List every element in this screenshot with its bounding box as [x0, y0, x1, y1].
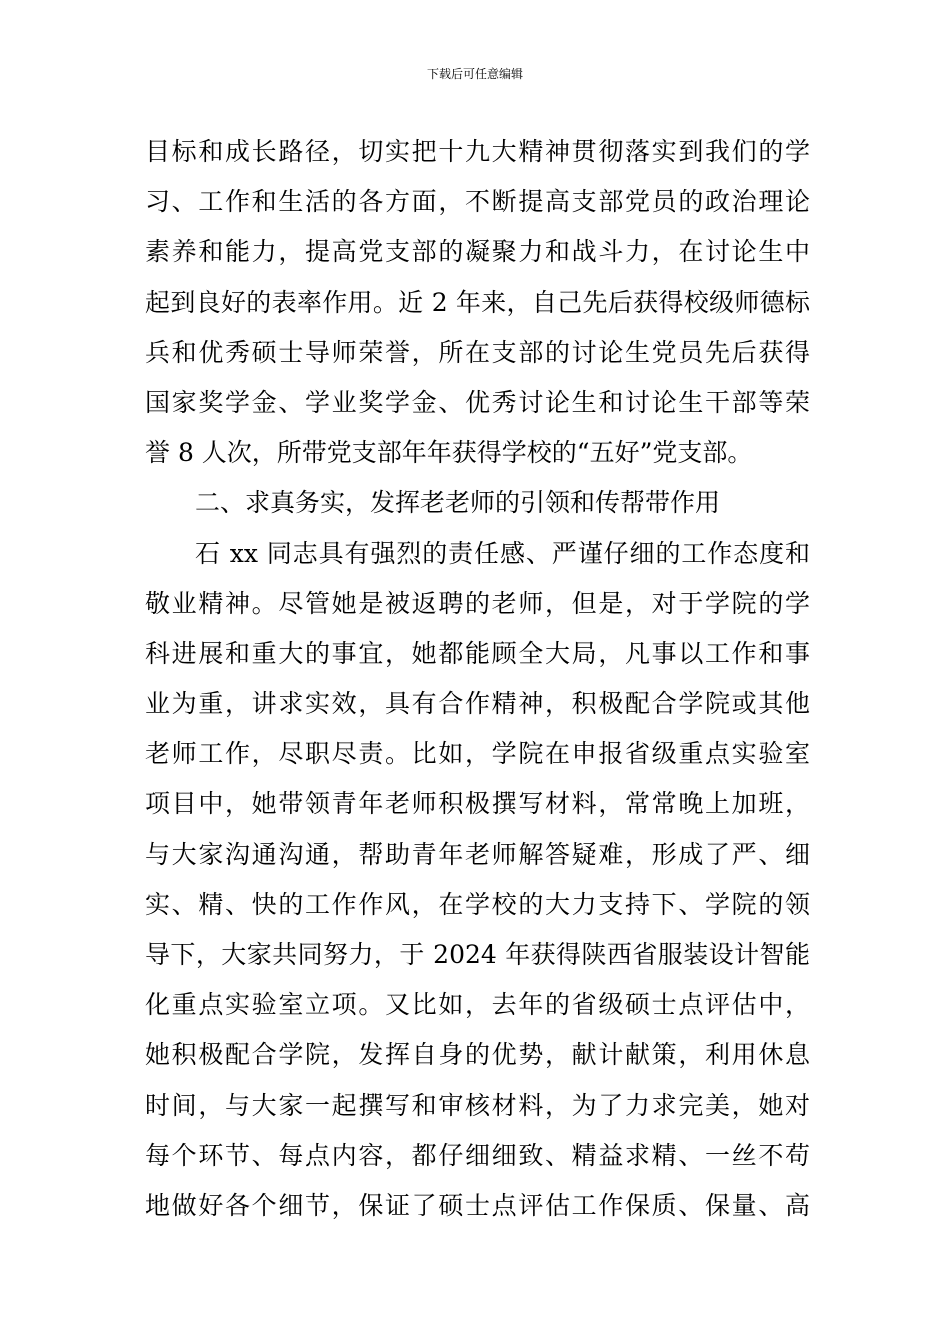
text-line: 与大家沟通沟通，帮助青年老师解答疑难，形成了严、细 — [145, 839, 810, 869]
text-line: 二、求真务实，发挥老老师的引领和传帮带作用 — [195, 488, 721, 518]
text-line: 导下，大家共同努力，于 2024 年获得陕西省服装设计智能 — [145, 940, 810, 969]
text-line: 化重点实验室立项。又比如，去年的省级硕士点评估中， — [145, 990, 810, 1020]
text-line: 业为重，讲求实效，具有合作精神，积极配合学院或其他 — [145, 689, 810, 719]
text-line: 实、精、快的工作作风，在学校的大力支持下、学院的领 — [145, 889, 810, 919]
text-line: 科进展和重大的事宜，她都能顾全大局，凡事以工作和事 — [145, 638, 810, 668]
text-line: 她积极配合学院，发挥自身的优势，献计献策，利用休息 — [145, 1040, 810, 1070]
text-line: 敬业精神。尽管她是被返聘的老师，但是，对于学院的学 — [145, 588, 810, 618]
text-line: 兵和优秀硕士导师荣誉，所在支部的讨论生党员先后获得 — [145, 337, 810, 367]
text-line: 地做好各个细节，保证了硕士点评估工作保质、保量、高 — [145, 1190, 810, 1220]
text-line: 每个环节、每点内容，都仔细细致、精益求精、一丝不苟 — [145, 1140, 810, 1170]
page-header: 下载后可任意编辑 — [426, 67, 523, 81]
text-line: 习、工作和生活的各方面，不断提高支部党员的政治理论 — [145, 187, 810, 217]
text-line: 老师工作，尽职尽责。比如，学院在申报省级重点实验室 — [145, 739, 810, 769]
document-body — [145, 127, 810, 1231]
text-line: 素养和能力，提高党支部的凝聚力和战斗力，在讨论生中 — [145, 237, 810, 267]
text-line: 起到良好的表率作用。近 2 年来，自己先后获得校级师德标 — [145, 287, 810, 317]
text-line: 石 xx 同志具有强烈的责任感、严谨仔细的工作态度和 — [195, 538, 810, 568]
text-line: 誉 8 人次，所带党支部年年获得学校的“五好”党支部。 — [145, 438, 753, 468]
text-line: 国家奖学金、学业奖学金、优秀讨论生和讨论生干部等荣 — [145, 387, 810, 417]
text-line: 时间，与大家一起撰写和审核材料，为了力求完美，她对 — [145, 1090, 810, 1120]
text-line: 项目中，她带领青年老师积极撰写材料，常常晚上加班， — [145, 789, 810, 819]
text-line: 目标和成长路径，切实把十九大精神贯彻落实到我们的学 — [145, 137, 810, 166]
